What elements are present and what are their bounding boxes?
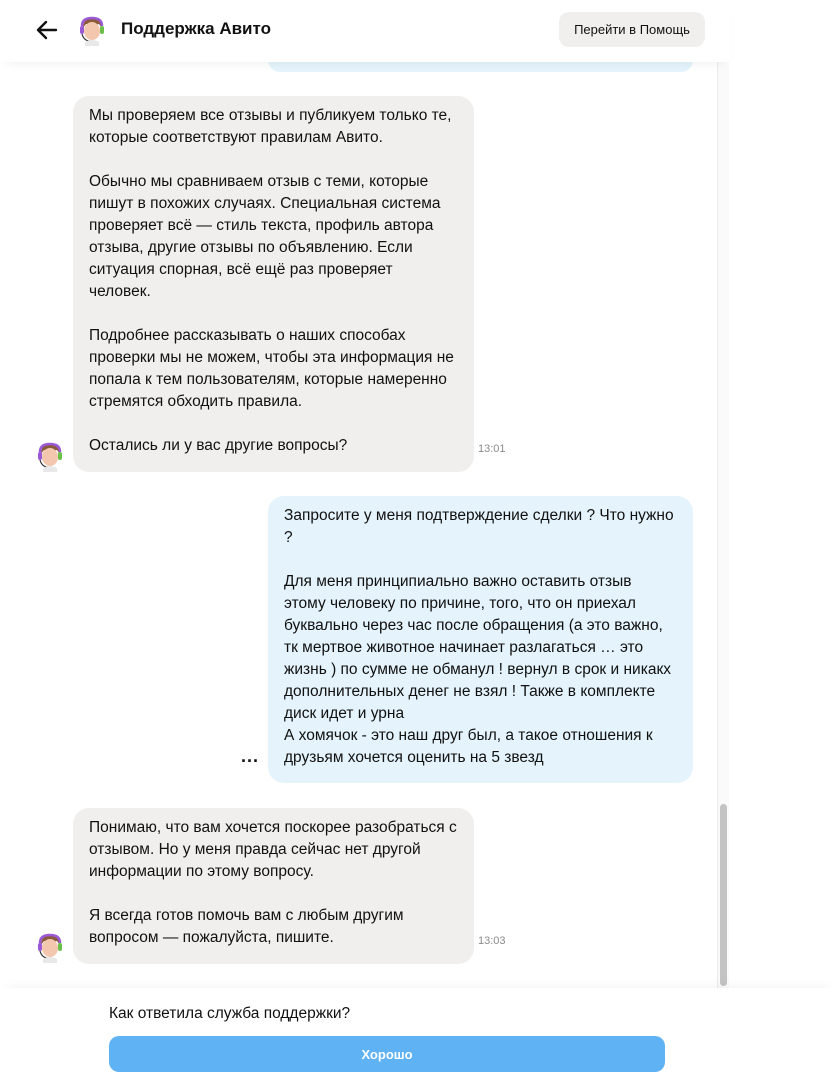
message-time: 13:01 (478, 443, 506, 455)
back-arrow-icon[interactable] (34, 17, 60, 43)
support-avatar-icon (34, 440, 66, 472)
chat-scrollbar-thumb[interactable] (720, 804, 727, 986)
feedback-question: Как ответила служба поддержки? (109, 1005, 351, 1022)
user-message: Запросите у меня подтверждение сделки ? Что нужно ? Для меня принципиально важно оставить отзыв этому человеку по причине, того, что он приехал буквально через час после обращения (а это важно, тк мертвое животное начинает разлагаться … это жизнь ) по сумме не обманул ! вернул в срок и никакх дополнительных денег не взял ! Также в комплекте диск идет и урна А хомячок - это наш друг был, а такое отношения к друзьям хочется оценить на 5 звезд (268, 496, 693, 783)
message-list[interactable] (0, 62, 716, 988)
message-time: 13:03 (478, 935, 506, 947)
feedback-panel (0, 988, 836, 1074)
message-more-options[interactable]: ... (241, 746, 260, 766)
support-message: Мы проверяем все отзывы и публикуем только те, которые соответствуют правилам Авито. Обычно мы сравниваем отзыв с теми, которые пишут в похожих случаях. Специальная система проверяет всё — стиль текста, профиль автора отзыва, другие отзывы по объявлению. Если ситуация спорная, всё ещё раз проверяет человек. Подробнее рассказывать о наших способах проверки мы не можем, чтобы эта информация не попала к тем пользователям, которые намеренно стремятся обходить правила. Остались ли у вас другие вопросы? (73, 96, 474, 472)
support-message: Понимаю, что вам хочется поскорее разобраться с отзывом. Но у меня правда сейчас нет другой информации по этому вопросу. Я всегда готов помочь вам с любым другим вопросом — пожалуйста, пишите. (73, 808, 474, 964)
previous-user-message (268, 62, 693, 72)
chat-header (0, 0, 730, 62)
support-avatar-icon (76, 14, 108, 46)
go-to-help-button[interactable]: Перейти в Помощь (559, 12, 705, 47)
support-avatar-icon (34, 931, 66, 963)
chat-title: Поддержка Авито (121, 19, 271, 38)
good-rating-button[interactable]: Хорошо (109, 1036, 665, 1072)
